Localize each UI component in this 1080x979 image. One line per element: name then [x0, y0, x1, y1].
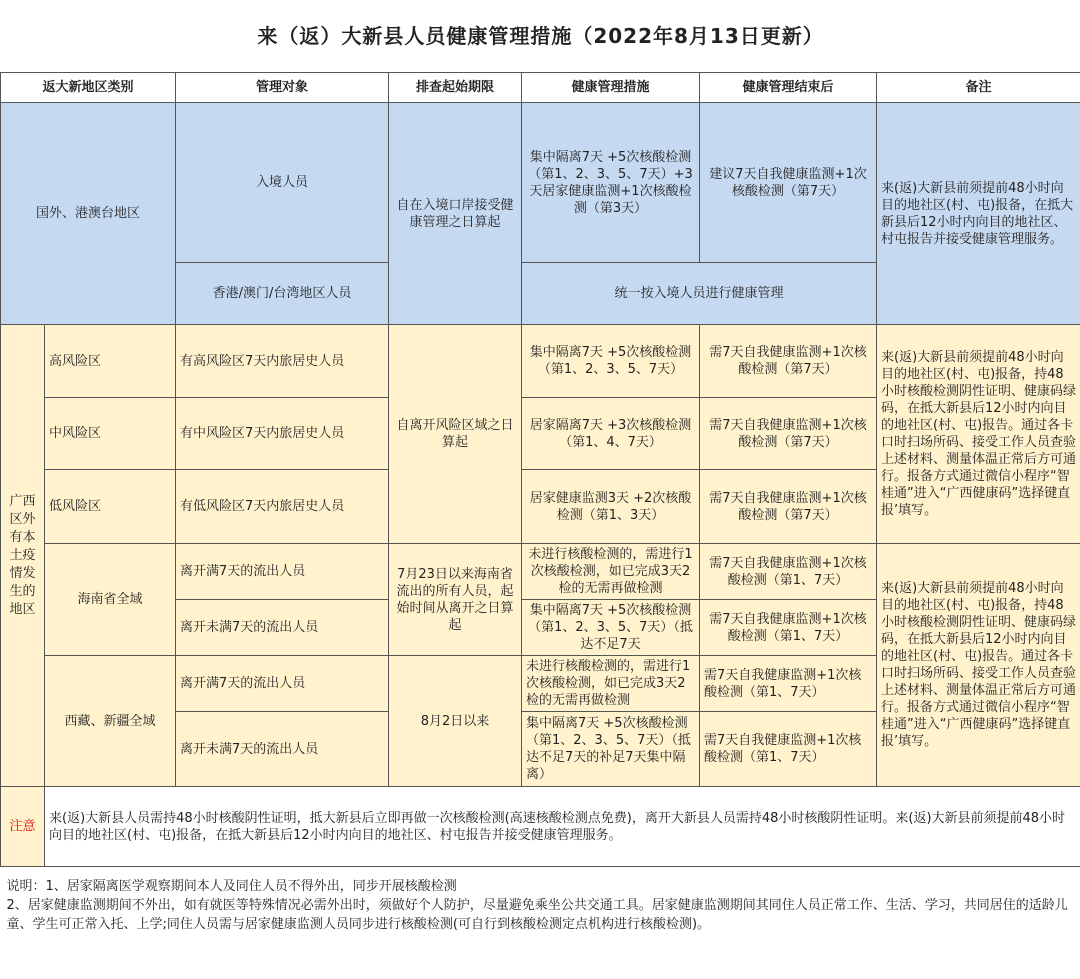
- header-target: 管理对象: [176, 73, 389, 103]
- explanation: [1, 867, 1080, 975]
- start-hainan: 7月23日以来海南省流出的所有人员，起始时间从离开之日算起: [389, 544, 522, 656]
- notice-label: 注意: [1, 787, 45, 867]
- after-mid: 需7天自我健康监测+1次核酸检测（第7天）: [700, 398, 877, 470]
- header-measure: 健康管理措施: [522, 73, 700, 103]
- page-title: 来（返）大新县人员健康管理措施（2022年8月13日更新）: [1, 0, 1080, 73]
- after-high: 需7天自我健康监测+1次核酸检测（第7天）: [700, 325, 877, 398]
- header-note: 备注: [877, 73, 1080, 103]
- gx-region-label: 广西区外有本土疫情发生的地区: [1, 325, 45, 787]
- measure-hainan-1: 未进行核酸检测的，需进行1次核酸检测，如已完成3天2检的无需再做检测: [522, 544, 700, 600]
- after-hainan-1: 需7天自我健康监测+1次核酸检测（第1、7天）: [700, 544, 877, 600]
- region-overseas: 国外、港澳台地区: [1, 103, 176, 325]
- target-hainan-2: 离开未满7天的流出人员: [176, 600, 389, 656]
- measure-overseas: 集中隔离7天 +5次核酸检测（第1、2、3、5、7天）+3天居家健康监测+1次核酸检测（第3天）: [522, 103, 700, 263]
- target-hkmo: 香港/澳门/台湾地区人员: [176, 263, 389, 325]
- after-overseas: 建议7天自我健康监测+1次核酸检测（第7天）: [700, 103, 877, 263]
- target-low: 有低风险区7天内旅居史人员: [176, 470, 389, 544]
- note-risk: 来(返)大新县前须提前48小时向目的地社区(村、屯)报备，持48小时核酸检测阴性证明、健康码绿码，在抵大新县后12小时内向目的地社区(村、屯)报告。通过各卡口时扫场所码、接受工作人员查验上述材料、测量体温正常后方可通行。报备方式通过微信小程序“智桂通”进入“广西健康码”选择键直报’填写。: [877, 325, 1080, 544]
- start-overseas: 自在入境口岸接受健康管理之日算起: [389, 103, 522, 325]
- start-xz: 8月2日以来: [389, 656, 522, 787]
- after-low: 需7天自我健康监测+1次核酸检测（第7天）: [700, 470, 877, 544]
- target-inbound: 入境人员: [176, 103, 389, 263]
- note-xz: 来(返)大新县前须提前48小时向目的地社区(村、屯)报备，持48小时核酸检测阴性证明、健康码绿码，在抵大新县后12小时内向目的地社区(村、屯)报告。通过各卡口时扫场所码、接受工作人员查验上述材料、测量体温正常后方可通行。报备方式通过微信小程序“智桂通”进入“广西健康码”选择键直报’填写。: [877, 544, 1080, 787]
- note-overseas: 来(返)大新县前须提前48小时向目的地社区(村、屯)报备，在抵大新县后12小时内向目的地社区、村屯报告并接受健康管理服务。: [877, 103, 1080, 325]
- measure-xz-1: 未进行核酸检测的，需进行1次核酸检测，如已完成3天2检的无需再做检测: [522, 656, 700, 712]
- target-xz-2: 离开未满7天的流出人员: [176, 712, 389, 787]
- unified-measure: 统一按入境人员进行健康管理: [522, 263, 877, 325]
- header-region: 返大新地区类别: [1, 73, 176, 103]
- risk-low: 低风险区: [45, 470, 176, 544]
- after-xz-2: 需7天自我健康监测+1次核酸检测（第1、7天）: [700, 712, 877, 787]
- measure-xz-2: 集中隔离7天 +5次核酸检测（第1、2、3、5、7天）（抵达不足7天的补足7天集中隔离）: [522, 712, 700, 787]
- target-xz-1: 离开满7天的流出人员: [176, 656, 389, 712]
- measure-low: 居家健康监测3天 +2次核酸检测（第1、3天）: [522, 470, 700, 544]
- explanation-line-2: 2、居家健康监测期间不外出，如有就医等特殊情况必需外出时，须做好个人防护，尽量避免乘坐公共交通工具。居家健康监测期间其同住人员正常工作、生活、学习，共同居住的适龄儿童、学生可正常入托、上学;同住人员需与居家健康监测人员同步进行核酸检测(可自行到核酸检测定点机构进行核酸检测)。: [6, 898, 1068, 932]
- risk-high: 高风险区: [45, 325, 176, 398]
- target-mid: 有中风险区7天内旅居史人员: [176, 398, 389, 470]
- measure-high: 集中隔离7天 +5次核酸检测（第1、2、3、5、7天）: [522, 325, 700, 398]
- header-start: 排查起始期限: [389, 73, 522, 103]
- target-hainan-1: 离开满7天的流出人员: [176, 544, 389, 600]
- after-xz-1: 需7天自我健康监测+1次核酸检测（第1、7天）: [700, 656, 877, 712]
- measure-mid: 居家隔离7天 +3次核酸检测（第1、4、7天）: [522, 398, 700, 470]
- risk-mid: 中风险区: [45, 398, 176, 470]
- header-after: 健康管理结束后: [700, 73, 877, 103]
- target-high: 有高风险区7天内旅居史人员: [176, 325, 389, 398]
- region-hainan: 海南省全域: [45, 544, 176, 656]
- after-hainan-2: 需7天自我健康监测+1次核酸检测（第1、7天）: [700, 600, 877, 656]
- start-risk: 自离开风险区域之日算起: [389, 325, 522, 544]
- explanation-line-1: 说明：1、居家隔离医学观察期间本人及同住人员不得外出，同步开展核酸检测: [6, 879, 457, 894]
- region-xz: 西藏、新疆全域: [45, 656, 176, 787]
- measure-hainan-2: 集中隔离7天 +5次核酸检测（第1、2、3、5、7天）（抵达不足7天: [522, 600, 700, 656]
- notice-text: 来(返)大新县人员需持48小时核酸阴性证明，抵大新县后立即再做一次核酸检测(高速核酸检测点免费)，离开大新县人员需持48小时核酸阴性证明。来(返)大新县前须提前48小时向目的地社区(村、屯)报备，在抵大新县后12小时内向目的地社区、村屯报告并接受健康管理服务。: [45, 787, 1080, 867]
